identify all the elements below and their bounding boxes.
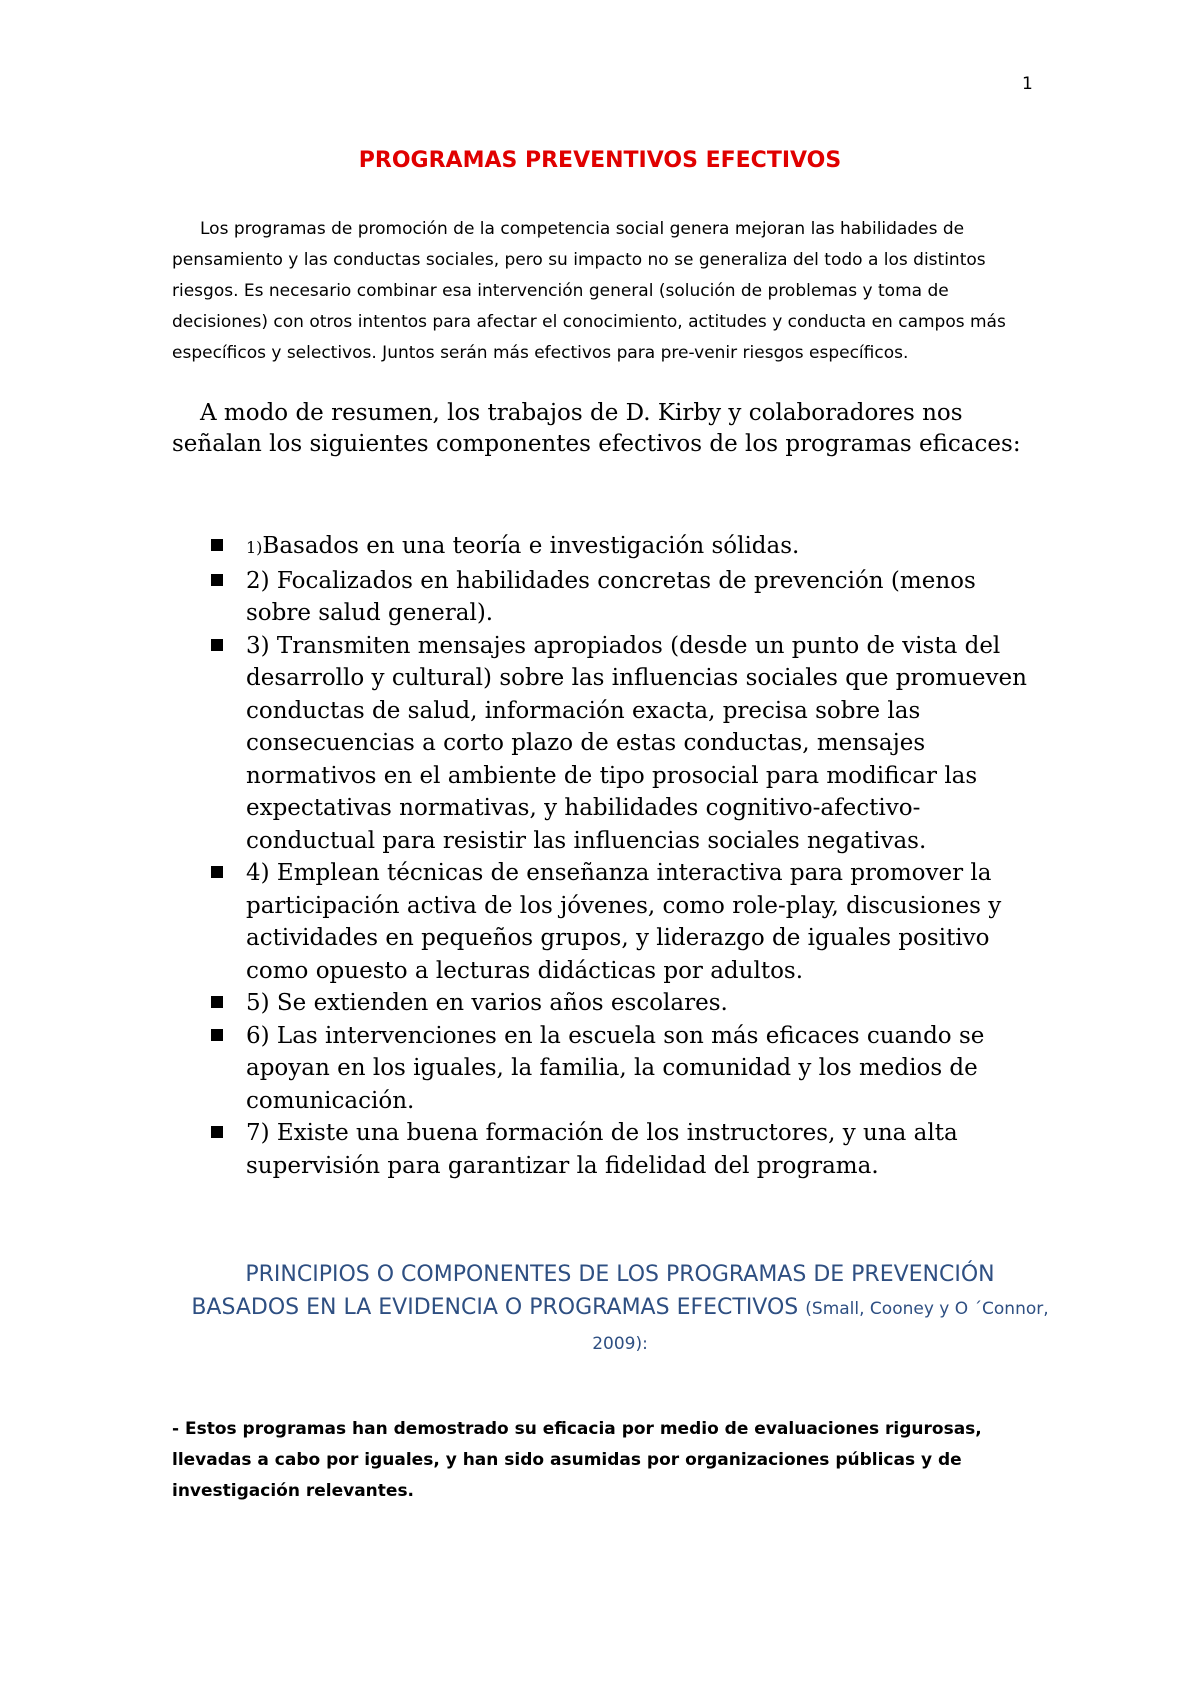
components-list (206, 530, 1046, 1182)
principles-heading-text: PRINCIPIOS O COMPONENTES DE LOS PROGRAMAS DE PREVENCIÓN BASADOS EN LA EVIDENCIA O PROGRAMAS EFECTIVOS (191, 1262, 995, 1320)
list-item (206, 1117, 1046, 1182)
page-number: 1 (1022, 74, 1033, 94)
item-text: Transmiten mensajes apropiados (desde un punto de vista del desarrollo y cultural) sobre las influencias sociales que promueven conductas de salud, información exacta, precisa sobre las consecuencias a corto plazo de estas conductas, mensajes normativos en el ambiente de tipo prosocial para modificar las expectativas normativas, y habilidades cognitivo-afectivo-conductual para resistir las influencias sociales negativas. (246, 632, 1027, 854)
principles-heading (190, 1258, 1050, 1361)
square-bullet-icon (211, 866, 223, 878)
summary-paragraph: A modo de resumen, los trabajos de D. Kirby y colaboradores nos señalan los siguientes componentes efectivos de los programas eficaces: (172, 400, 1021, 457)
item-number: 2) (246, 567, 270, 594)
principles-citation: (Small, Cooney y O ´Connor, 2009): (592, 1299, 1049, 1354)
item-number: 3) (246, 632, 270, 659)
item-number: 7) (246, 1120, 270, 1146)
square-bullet-icon (211, 996, 223, 1008)
square-bullet-icon (211, 639, 223, 651)
list-item (206, 630, 1046, 858)
item-number: 5) (246, 990, 270, 1016)
square-bullet-icon (211, 539, 223, 551)
item-number: 6) (246, 1022, 270, 1049)
intro-paragraph: Los programas de promoción de la competencia social genera mejoran las habilidades de pensamiento y las conductas sociales, pero su impacto no se generaliza del todo a los distintos riesgos. Es necesario combinar esa intervención general (solución de problemas y toma de decisiones) con otros intentos para afectar el conocimiento, actitudes y conducta en campos más específicos y selectivos. Juntos serán más efectivos para pre-venir riesgos específicos. (172, 219, 1006, 363)
list-item (206, 1020, 1046, 1118)
list-item (206, 565, 1046, 630)
page-title: PROGRAMAS PREVENTIVOS EFECTIVOS (358, 148, 842, 173)
item-text: Se extienden en varios años escolares. (276, 990, 728, 1016)
evidence-paragraph: - Estos programas han demostrado su eficacia por medio de evaluaciones rigurosas, llevadas a cabo por iguales, y han sido asumidas por organizaciones públicas y de investigación relevantes. (172, 1419, 982, 1501)
item-text: Existe una buena formación de los instructores, y una alta supervisión para garantizar la fidelidad del programa. (246, 1120, 958, 1179)
item-text: Focalizados en habilidades concretas de prevención (menos sobre salud general). (246, 567, 976, 626)
item-text: Basados en una teoría e investigación sólidas. (262, 533, 800, 559)
list-item (206, 530, 1046, 565)
list-item (206, 987, 1046, 1020)
item-text: Emplean técnicas de enseñanza interactiva para promover la participación activa de los jóvenes, como role-play, discusiones y actividades en pequeños grupos, y liderazgo de iguales positivo como opuesto a lecturas didácticas por adultos. (246, 860, 1002, 984)
square-bullet-icon (211, 1029, 223, 1041)
list-item (206, 857, 1046, 987)
item-text: Las intervenciones en la escuela son más eficaces cuando se apoyan en los iguales, la familia, la comunidad y los medios de comunicación. (246, 1022, 985, 1114)
item-number: 1) (246, 538, 263, 557)
item-number: 4) (246, 860, 270, 886)
square-bullet-icon (211, 1126, 223, 1138)
square-bullet-icon (211, 574, 223, 586)
